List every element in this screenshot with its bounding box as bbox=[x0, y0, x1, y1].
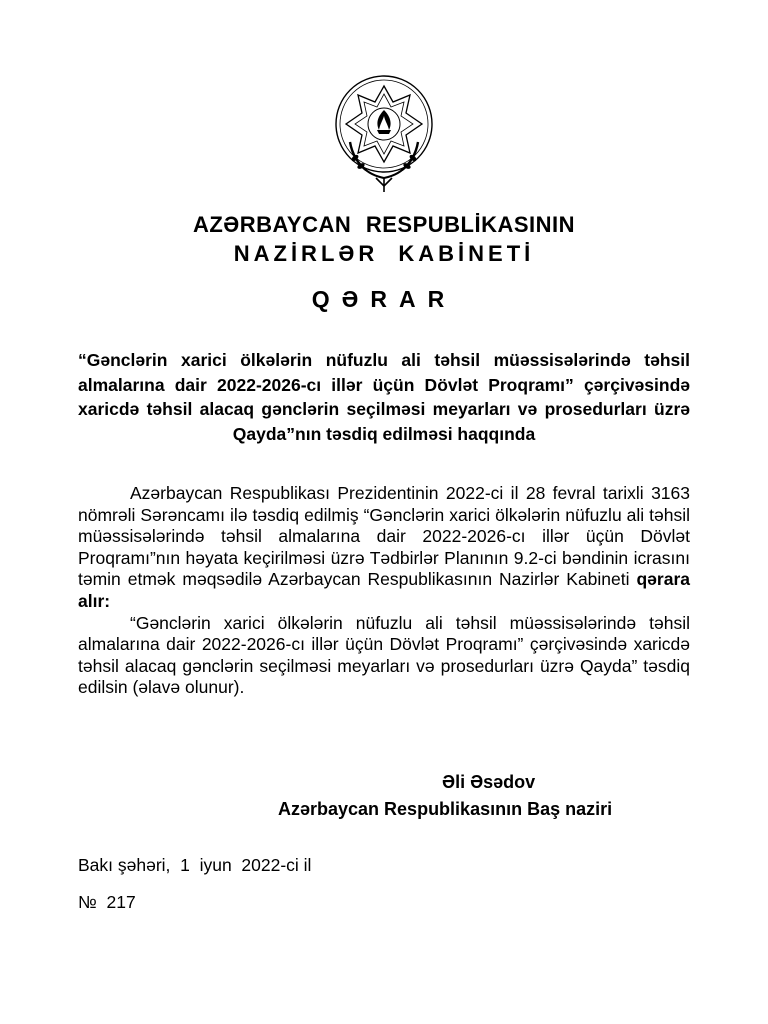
document-type-title: QƏRAR bbox=[311, 286, 457, 312]
azerbaijan-state-emblem-icon bbox=[330, 72, 438, 194]
body-paragraph-2: “Gənclərin xarici ölkələrin nüfuzlu ali təhsil müəssisələrində təhsil almalarına dair 2022-2026-cı illər üçün Dövlət Proqramı” çərçivəsində xaricdə təhsil alacaq gənclərin seçilməsi meyarları və prosedurları üzrə Qayda” təsdiq edilsin (əlavə olunur). bbox=[78, 612, 690, 698]
decision-phrase: qərara alır: bbox=[78, 569, 690, 611]
organization-name-line1: AZƏRBAYCAN RESPUBLİKASININ bbox=[192, 212, 576, 237]
body-paragraph-1 bbox=[78, 483, 690, 613]
signer-name: Əli Əsədov bbox=[442, 772, 536, 792]
document-number: № 217 bbox=[78, 892, 136, 912]
organization-name-line2: NAZİRLƏR KABİNETİ bbox=[233, 241, 535, 266]
place-and-date: Bakı şəhəri, 1 iyun 2022-ci il bbox=[78, 855, 312, 875]
body-paragraph-1-text: Azərbaycan Respublikası Prezidentinin 2022-ci il 28 fevral tarixli 3163 nömrəli Sərəncamı ilə təsdiq edilmiş “Gənclərin xarici ölkələrin nüfuzlu ali təhsil müəssisələrində təhsil almalarına dair 2022-2026-cı illər üçün Dövlət Proqramı”nın həyata keçirilməsi üzrə Tədbirlər Planının 9.2-ci bəndinin icrasını təmin etmək məqsədilə Azərbaycan Respublikasının Nazirlər Kabineti bbox=[78, 483, 690, 590]
signer-title: Azərbaycan Respublikasının Baş naziri bbox=[278, 799, 613, 819]
document-subject: “Gənclərin xarici ölkələrin nüfuzlu ali təhsil müəssisələrində təhsil almalarına dair 2022-2026-cı illər üçün Dövlət Proqramı” çərçivəsində xaricdə təhsil alacaq gənclərin seçilməsi meyarları və prosedurları üzrə Qayda”nın təsdiq edilməsi haqqında bbox=[78, 350, 690, 444]
document-body bbox=[78, 483, 690, 699]
